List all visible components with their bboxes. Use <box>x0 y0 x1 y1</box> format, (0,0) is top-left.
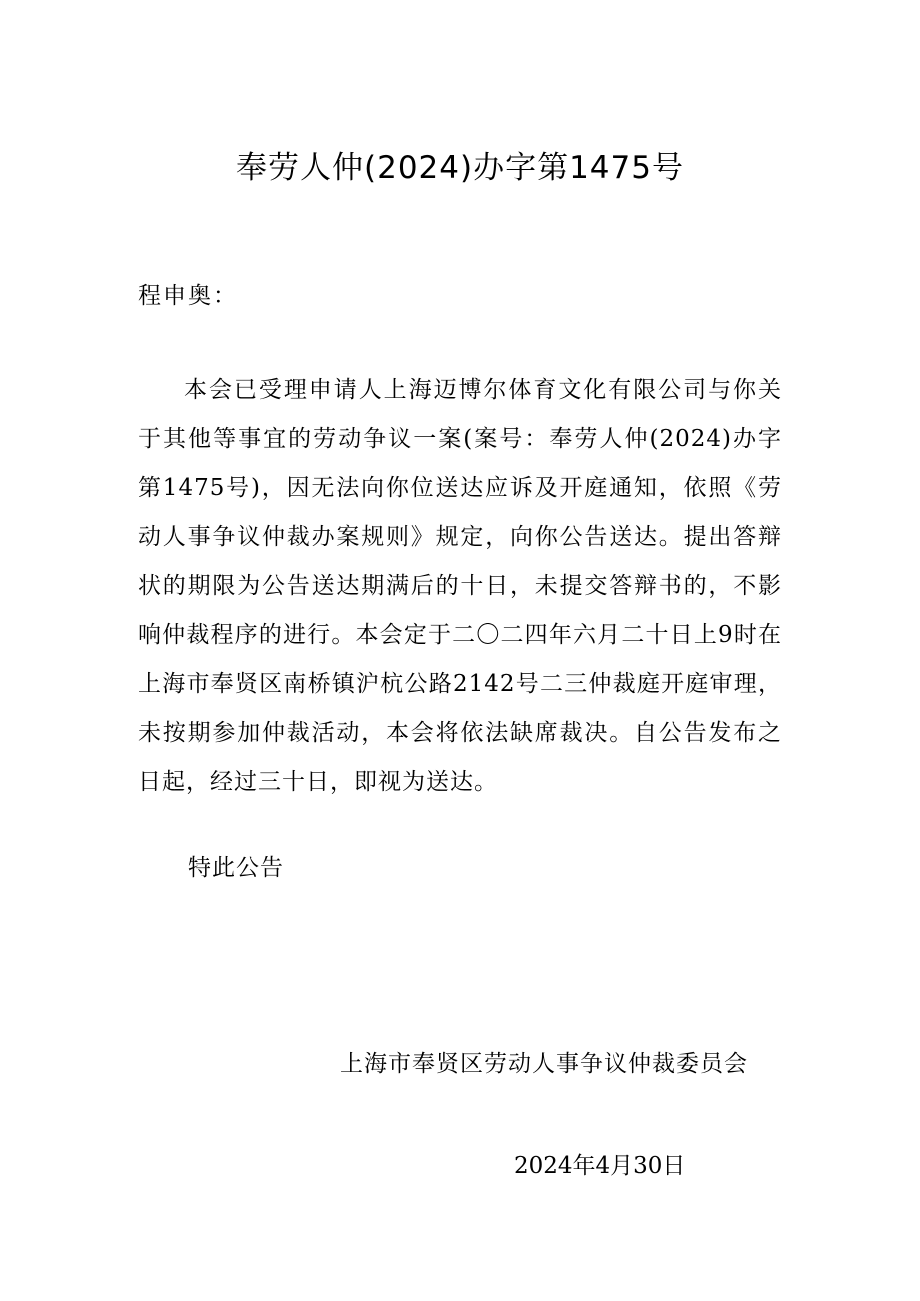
document-title: 奉劳人仲(2024)办字第1475号 <box>236 150 684 186</box>
notice-body: 本会已受理申请人上海迈博尔体育文化有限公司与你关于其他等事宜的劳动争议一案(案号：奉劳人仲(2024)办字第1475号)，因无法向你位送达应诉及开庭通知，依照《劳动人事争议仲裁办案规则》规定，向你公告送达。提出答辩状的期限为公告送达期满后的十日，未提交答辩书的，不影响仲裁程序的进行。本会定于二〇二四年六月二十日上9时在上海市奉贤区南桥镇沪杭公路2142号二三仲裁庭开庭审理，未按期参加仲裁活动，本会将依法缺席裁决。自公告发布之日起，经过三十日，即视为送达。 <box>138 377 782 795</box>
addressee: 程申奥： <box>138 283 238 309</box>
issue-date: 2024年4月30日 <box>514 1153 686 1179</box>
issuer-signature: 上海市奉贤区劳动人事争议仲裁委员会 <box>340 1051 748 1077</box>
closing-line: 特此公告 <box>188 855 284 881</box>
